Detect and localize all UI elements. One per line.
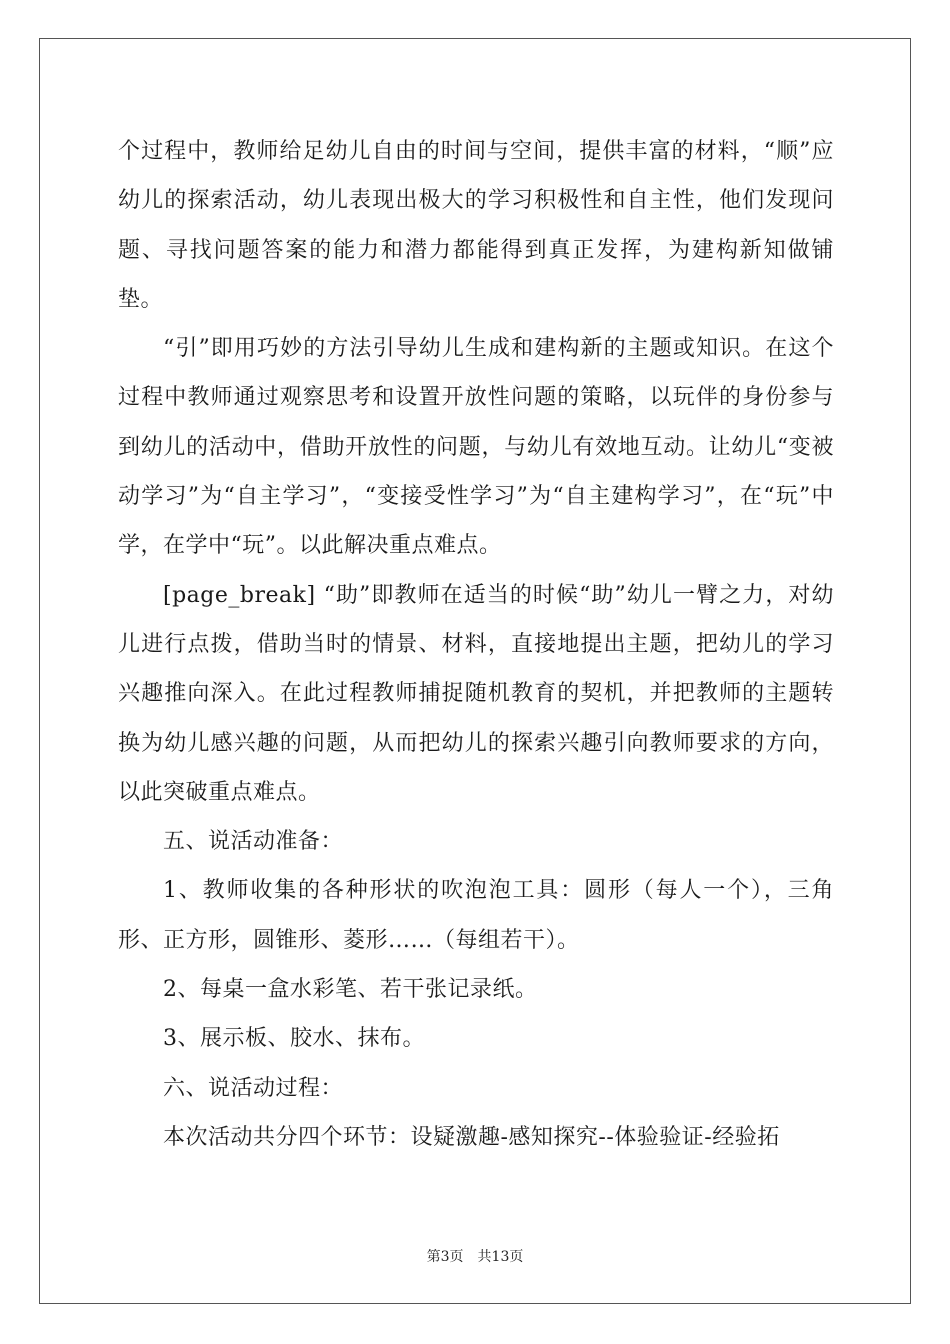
list-item-3: 3、展示板、胶水、抹布。: [163, 1026, 425, 1052]
section-heading-5: 五、说活动准备：: [163, 829, 344, 855]
paragraph-4: 本次活动共分四个环节：设疑激趣-感知探究--体验验证-经验拓: [163, 1124, 780, 1150]
paragraph-1: 个过程中，教师给足幼儿自由的时间与空间，提供丰富的材料，“顺”应幼儿的探索活动，幼儿表现出极大的学习积极性和自主性，他们发现问题、寻找问题答案的能力和潜力都能得到真正发挥，为建构新知做铺垫。: [118, 139, 834, 312]
section-heading-6: 六、说活动过程：: [163, 1075, 344, 1101]
document-body: [118, 127, 834, 1162]
list-item-2: 2、每桌一盒水彩笔、若干张记录纸。: [163, 977, 538, 1003]
page-number-footer: 第3页 共13页: [426, 1249, 524, 1265]
paragraph-3: [page_break] “助”即教师在适当的时候“助”幼儿一臂之力，对幼儿进行点拨，借助当时的情景、材料，直接地提出主题，把幼儿的学习兴趣推向深入。在此过程教师捕捉随机教育的契机，并把教师的主题转换为幼儿感兴趣的问题，从而把幼儿的探索兴趣引向教师要求的方向，以此突破重点难点。: [118, 582, 834, 805]
list-item-1: 1、教师收集的各种形状的吹泡泡工具：圆形（每人一个），三角形、正方形，圆锥形、菱形……（每组若干）。: [118, 878, 834, 953]
paragraph-2: “引”即用巧妙的方法引导幼儿生成和建构新的主题或知识。在这个过程中教师通过观察思考和设置开放性问题的策略，以玩伴的身份参与到幼儿的活动中，借助开放性的问题，与幼儿有效地互动。让幼儿“变被动学习”为“自主学习”，“变接受性学习”为“自主建构学习”，在“玩”中学，在学中“玩”。以此解决重点难点。: [118, 336, 834, 559]
